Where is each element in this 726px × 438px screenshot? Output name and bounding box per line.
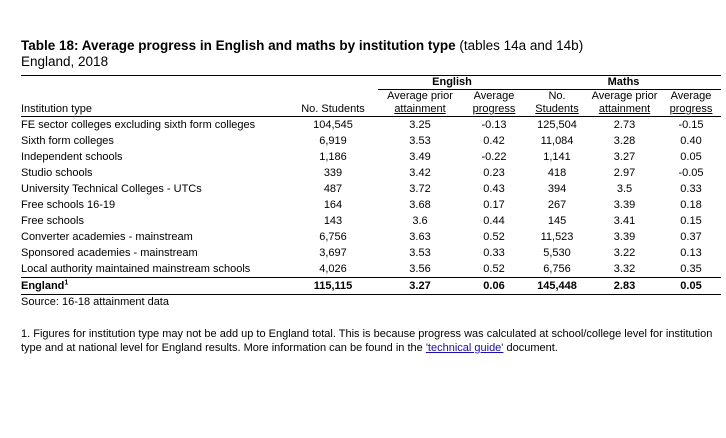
table-row	[21, 197, 721, 213]
english-progress-total: 0.06	[462, 278, 526, 295]
maths-progress-cell: 0.13	[680, 247, 702, 259]
maths-prior-cell: 3.28	[613, 135, 636, 147]
maths-students-cell: 1,141	[543, 151, 571, 163]
technical-guide-link[interactable]: 'technical guide'	[425, 342, 504, 354]
maths-prior-header-line2: attainment	[598, 103, 651, 115]
table-title-bold: Table 18: Average progress in English and maths by institution type	[21, 38, 456, 53]
table-row	[21, 165, 721, 181]
maths-students-cell: 267	[547, 199, 567, 211]
english-students-total: 115,115	[288, 278, 378, 295]
english-students-cell: 487	[323, 183, 343, 195]
row-label: Independent schools	[21, 151, 123, 163]
table-title-rest: (tables 14a and 14b)	[455, 38, 584, 53]
maths-progress-cell: -0.05	[678, 167, 704, 179]
english-prior-cell: 3.56	[378, 261, 462, 278]
england-label: England	[21, 280, 65, 292]
english-progress-cell: 0.42	[483, 135, 505, 147]
english-prior-cell: 3.6	[412, 215, 428, 227]
england-label-cell	[21, 278, 288, 295]
maths-prior-header-line1: Average prior	[591, 90, 658, 102]
footnote	[21, 327, 721, 355]
english-prior-cell: 3.53	[409, 247, 431, 259]
english-students-cell: 339	[323, 167, 343, 179]
table-row	[21, 229, 721, 245]
english-students-cell: 104,545	[313, 119, 353, 131]
english-prior-total: 3.27	[378, 278, 462, 295]
maths-students-total: 145,448	[526, 278, 588, 295]
english-progress-cell: 0.52	[462, 261, 526, 278]
english-progress-cell: 0.23	[483, 167, 505, 179]
maths-progress-total: 0.05	[661, 278, 721, 295]
maths-prior-cell: 3.32	[588, 261, 661, 278]
row-label: Local authority maintained mainstream schools	[21, 261, 288, 278]
english-students-header: No. Students	[288, 103, 378, 117]
maths-prior-cell: 3.39	[613, 231, 636, 243]
maths-students-cell: 418	[547, 167, 567, 179]
maths-students-cell: 6,756	[526, 261, 588, 278]
maths-prior-cell: 2.97	[613, 167, 636, 179]
english-prior-cell: 3.49	[409, 151, 431, 163]
table-subtitle: England, 2018	[21, 54, 109, 69]
english-progress-header-line1: Average	[473, 90, 515, 102]
maths-progress-cell: 0.05	[680, 151, 702, 163]
footnote-marker: 1	[64, 279, 69, 287]
english-prior-cell: 3.53	[409, 135, 431, 147]
row-label: Studio schools	[21, 167, 93, 179]
english-students-cell: 6,756	[319, 231, 347, 243]
maths-students-cell: 11,523	[540, 231, 574, 243]
maths-students-cell: 394	[547, 183, 567, 195]
table-title	[21, 38, 721, 54]
maths-progress-cell: 0.33	[680, 183, 702, 195]
maths-prior-cell: 3.27	[613, 151, 636, 163]
maths-students-header-line2: Students	[535, 103, 579, 115]
footnote-text: 1. Figures for institution type may not be add up to England total. This is because progress was calculated at school/college level for institution type and at national level for England results. More information can be found in the	[21, 328, 713, 354]
english-progress-cell: -0.13	[481, 119, 507, 131]
table-row	[21, 261, 721, 278]
maths-prior-cell: 3.5	[616, 183, 633, 195]
table-row	[21, 117, 721, 134]
english-prior-header-line1: Average prior	[387, 90, 453, 102]
maths-prior-cell: 3.39	[613, 199, 636, 211]
english-prior-cell: 3.68	[409, 199, 431, 211]
row-label: University Technical Colleges - UTCs	[21, 183, 202, 195]
maths-students-cell: 5,530	[543, 247, 571, 259]
english-students-cell: 164	[323, 199, 343, 211]
english-progress-cell: 0.17	[483, 199, 505, 211]
table-row	[21, 245, 721, 261]
footnote-text-end: document.	[503, 342, 558, 354]
english-prior-cell: 3.63	[409, 231, 431, 243]
english-progress-cell: -0.22	[481, 151, 507, 163]
row-label: Free schools	[21, 215, 84, 227]
table-row	[21, 213, 721, 229]
english-progress-cell: 0.44	[483, 215, 505, 227]
maths-progress-cell: -0.15	[678, 119, 704, 131]
english-progress-cell: 0.52	[483, 231, 505, 243]
maths-progress-cell: 0.37	[680, 231, 702, 243]
english-progress-cell: 0.43	[483, 183, 505, 195]
english-students-cell: 3,697	[319, 247, 347, 259]
maths-progress-header-line1: Average	[670, 90, 712, 102]
maths-group-header: Maths	[526, 76, 721, 90]
maths-prior-cell: 2.73	[613, 119, 636, 131]
english-progress-cell: 0.33	[483, 247, 505, 259]
maths-prior-cell: 3.22	[613, 247, 636, 259]
maths-progress-cell: 0.15	[680, 215, 702, 227]
row-label: Converter academies - mainstream	[21, 231, 193, 243]
maths-progress-cell: 0.18	[680, 199, 702, 211]
maths-students-cell: 145	[547, 215, 567, 227]
row-label: FE sector colleges excluding sixth form colleges	[21, 119, 256, 131]
english-group-header: English	[378, 76, 526, 90]
row-label: Sixth form colleges	[21, 135, 114, 147]
maths-students-cell: 11,084	[540, 135, 574, 147]
english-students-cell: 4,026	[288, 261, 378, 278]
document-page	[21, 38, 721, 355]
english-students-cell: 1,186	[319, 151, 347, 163]
english-students-cell: 143	[323, 215, 343, 227]
table-row	[21, 181, 721, 197]
institution-type-header: Institution type	[21, 103, 288, 117]
english-prior-cell: 3.25	[409, 119, 431, 131]
maths-students-header-line1: No.	[548, 90, 566, 102]
maths-progress-header-line2: progress	[669, 103, 713, 115]
english-progress-header-line2: progress	[472, 103, 516, 115]
english-prior-cell: 3.42	[409, 167, 431, 179]
england-total-row	[21, 278, 721, 295]
maths-progress-cell: 0.40	[680, 135, 702, 147]
english-students-cell: 6,919	[319, 135, 347, 147]
maths-students-cell: 125,504	[537, 119, 577, 131]
row-label: Sponsored academies - mainstream	[21, 247, 198, 259]
progress-table	[21, 75, 721, 295]
row-label: Free schools 16-19	[21, 199, 116, 211]
maths-prior-total: 2.83	[588, 278, 661, 295]
maths-prior-cell: 3.41	[613, 215, 636, 227]
table-row	[21, 149, 721, 165]
english-prior-cell: 3.72	[409, 183, 431, 195]
english-prior-header-line2: attainment	[394, 103, 446, 115]
table-row	[21, 133, 721, 149]
maths-progress-cell: 0.35	[661, 261, 721, 278]
source-note: Source: 16-18 attainment data	[21, 296, 169, 308]
